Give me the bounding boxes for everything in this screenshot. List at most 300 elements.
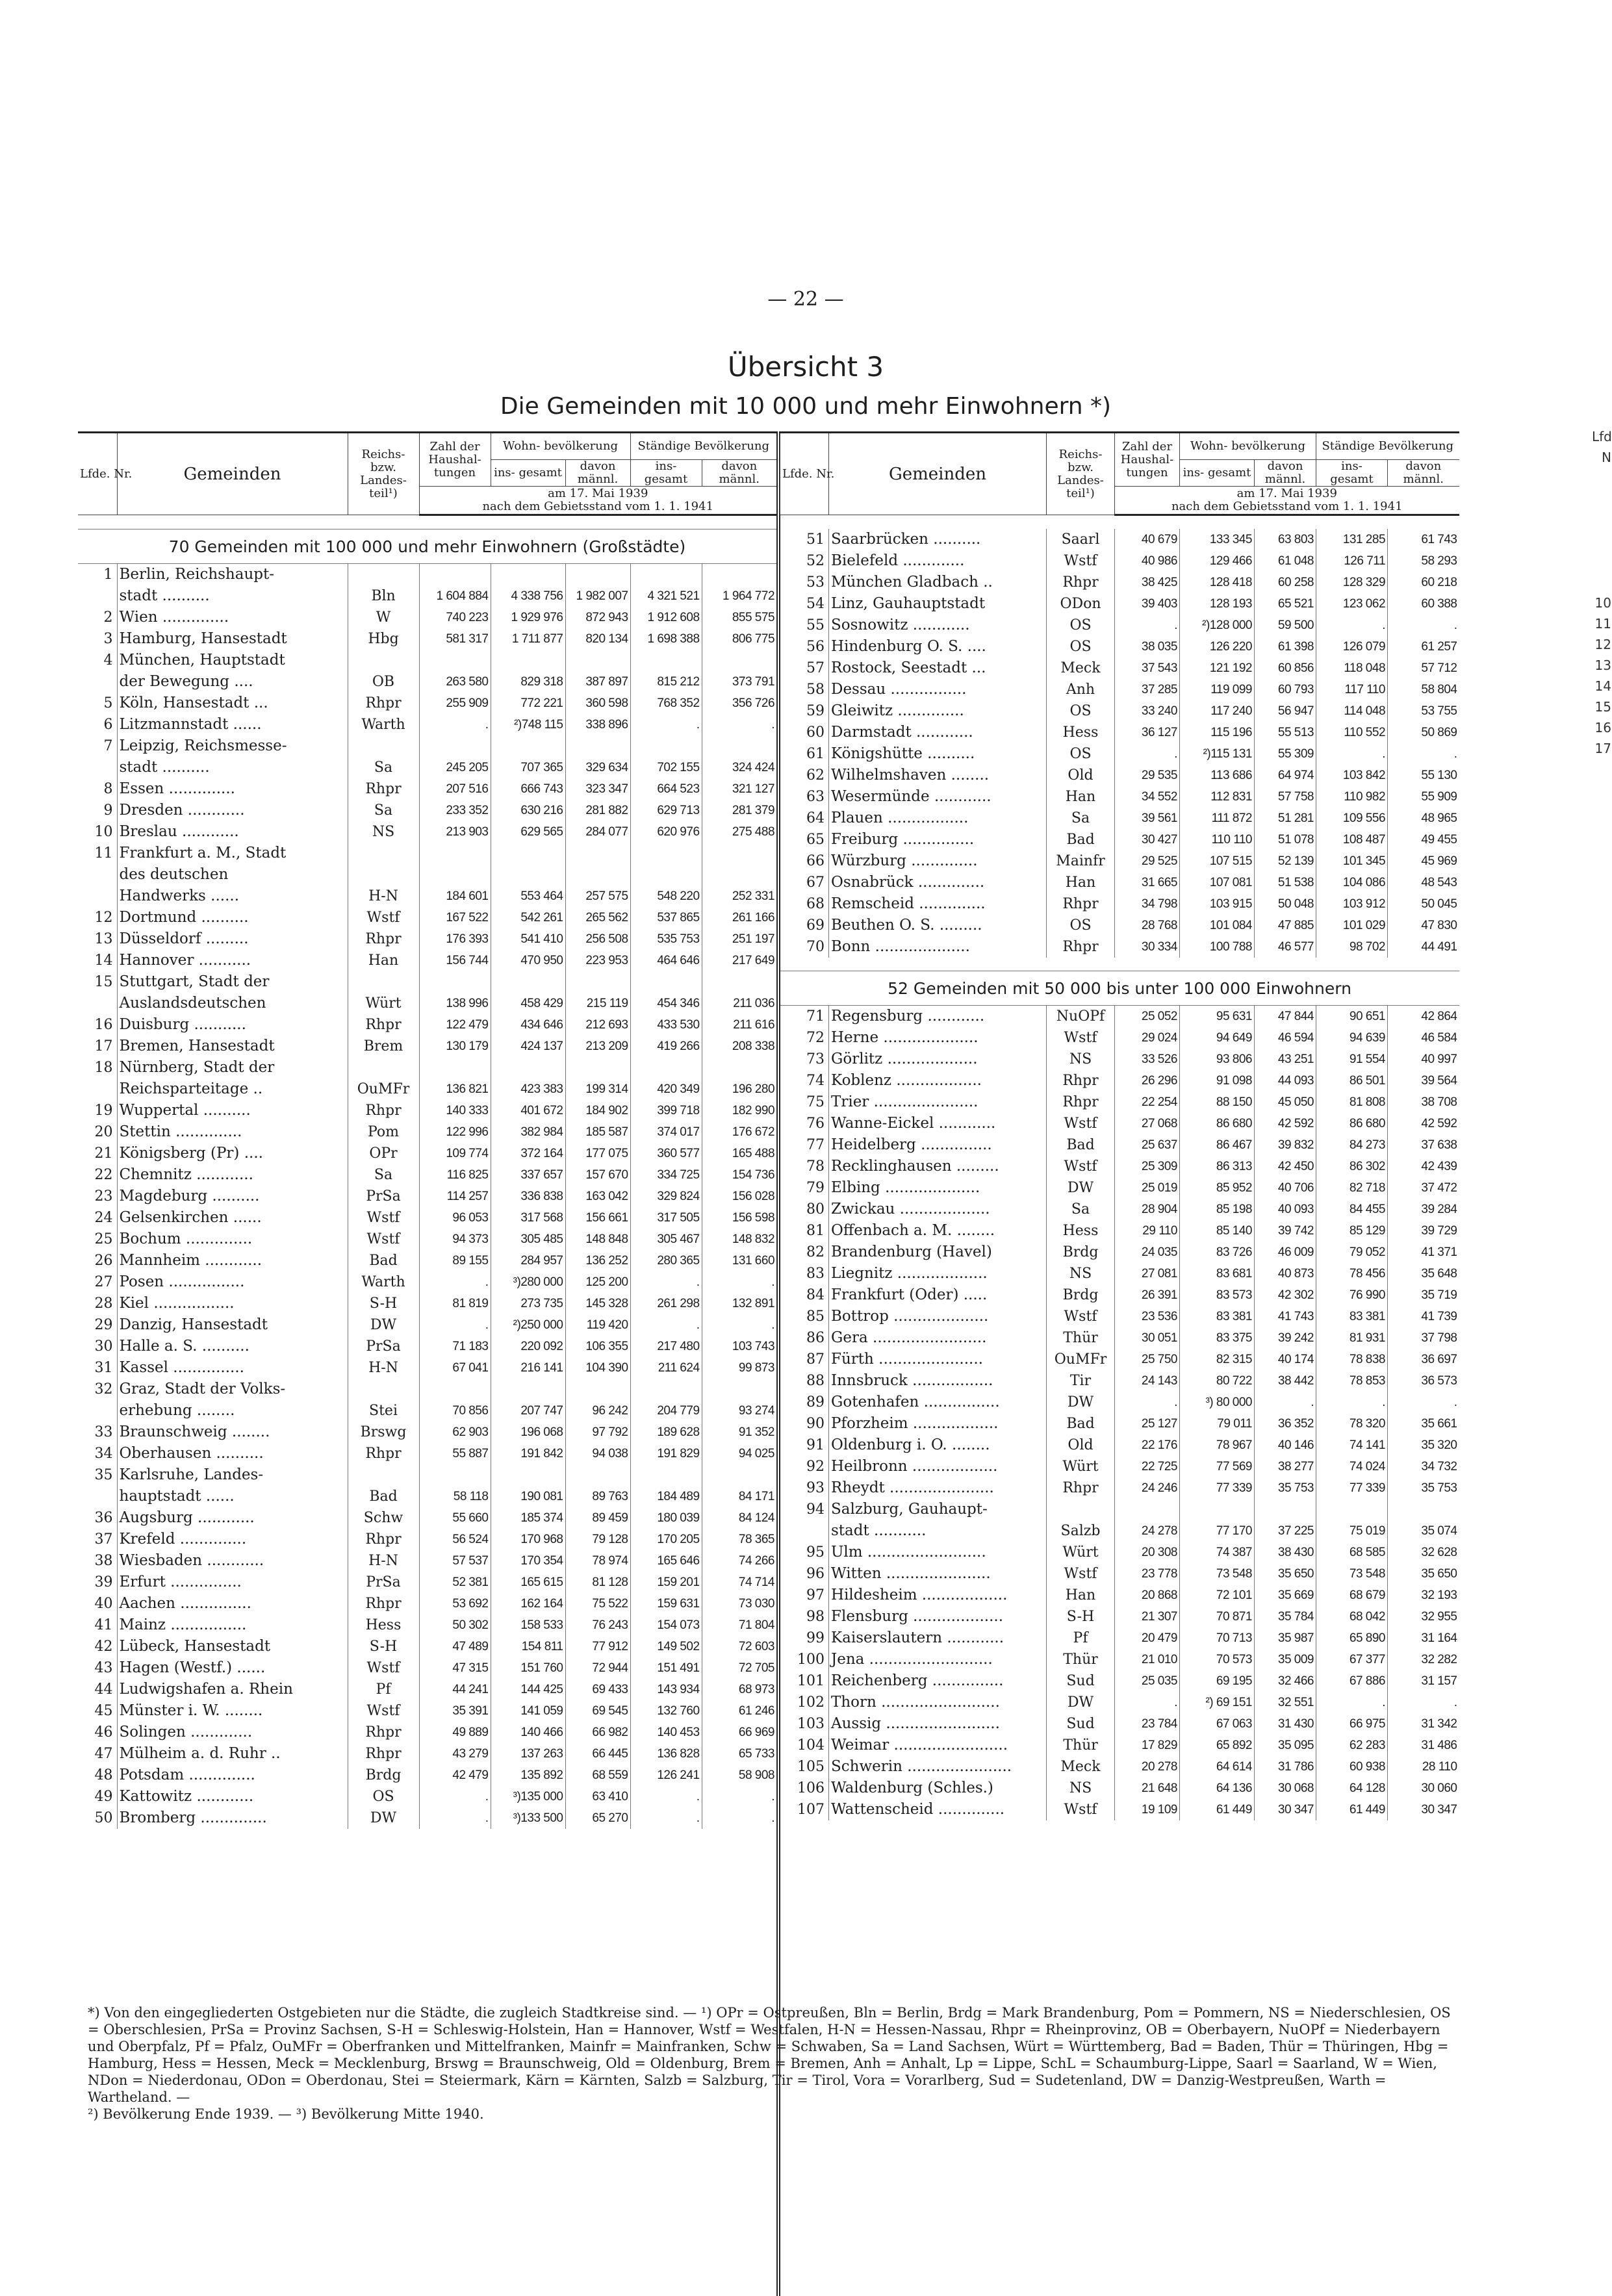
municipality-name: Bonn .................... xyxy=(829,936,1047,958)
header-w-insgesamt: ins- gesamt xyxy=(491,460,565,487)
municipality-name: Magdeburg .......... xyxy=(117,1186,348,1207)
resident-population-total: ²)115 131 xyxy=(1180,743,1255,765)
permanent-population-male: 281 379 xyxy=(702,800,776,821)
resident-population-male: 60 258 xyxy=(1255,572,1316,593)
resident-population-total: 70 871 xyxy=(1180,1606,1255,1627)
permanent-population-total: 189 628 xyxy=(630,1422,702,1443)
region-code: NS xyxy=(1047,1263,1115,1284)
resident-population-total: 64 614 xyxy=(1180,1756,1255,1778)
municipality-name: Reichsparteitage .. xyxy=(117,1078,348,1100)
municipality-name: Wuppertal .......... xyxy=(117,1100,348,1121)
municipality-name: Oldenburg i. O. ........ xyxy=(829,1435,1047,1456)
households: . xyxy=(419,1807,491,1829)
table-row xyxy=(78,800,776,821)
resident-population-male: 75 522 xyxy=(565,1593,630,1614)
row-number: 10 xyxy=(94,824,113,840)
row-number: 88 xyxy=(806,1373,825,1389)
resident-population-male: 35 784 xyxy=(1255,1606,1316,1627)
permanent-population-male: 61 743 xyxy=(1388,529,1459,550)
table-row xyxy=(78,1422,776,1443)
resident-population-total: 80 722 xyxy=(1180,1370,1255,1392)
region-code: Würt xyxy=(348,993,419,1014)
table-row xyxy=(780,1370,1459,1392)
region-code: Wstf xyxy=(1047,1156,1115,1177)
row-number: 96 xyxy=(806,1566,825,1582)
municipality-name: Gleiwitz .............. xyxy=(829,700,1047,722)
region-code: Rhpr xyxy=(348,693,419,714)
households: 25 035 xyxy=(1115,1670,1180,1692)
region-code: H-N xyxy=(348,1550,419,1572)
permanent-population-total: 334 725 xyxy=(630,1164,702,1186)
municipality-name: Mannheim ............ xyxy=(117,1250,348,1271)
permanent-population-male: 65 733 xyxy=(702,1743,776,1765)
municipality-name: Weimar ........................ xyxy=(829,1735,1047,1756)
households: 58 118 xyxy=(419,1486,491,1507)
table-row xyxy=(78,1807,776,1829)
permanent-population-total: 261 298 xyxy=(630,1293,702,1314)
permanent-population-male: 32 282 xyxy=(1388,1649,1459,1670)
resident-population-total xyxy=(1180,1499,1255,1520)
table-row xyxy=(780,615,1459,636)
region-code: Sa xyxy=(348,757,419,778)
resident-population-total: 129 466 xyxy=(1180,550,1255,572)
permanent-population-total: 68 042 xyxy=(1316,1606,1388,1627)
permanent-population-total: 170 205 xyxy=(630,1529,702,1550)
households: 37 285 xyxy=(1115,679,1180,700)
region-code: DW xyxy=(1047,1392,1115,1413)
table-row xyxy=(78,1657,776,1679)
permanent-population-total xyxy=(630,650,702,671)
municipality-name: Reichenberg ............... xyxy=(829,1670,1047,1692)
resident-population-male: 148 848 xyxy=(565,1229,630,1250)
row-number: 23 xyxy=(94,1188,113,1205)
region-code: OS xyxy=(1047,615,1115,636)
resident-population-total: 86 467 xyxy=(1180,1134,1255,1156)
permanent-population-total: 1 698 388 xyxy=(630,628,702,650)
row-number: 98 xyxy=(806,1609,825,1625)
resident-population-total: 107 515 xyxy=(1180,850,1255,872)
resident-population-male xyxy=(565,564,630,586)
group-heading-mittelstaedte: 52 Gemeinden mit 50 000 bis unter 100 000 Einwohnern xyxy=(780,971,1459,1006)
region-code xyxy=(1047,1499,1115,1520)
municipality-name: Braunschweig ........ xyxy=(117,1422,348,1443)
row-number xyxy=(78,1078,117,1100)
resident-population-total: 70 713 xyxy=(1180,1627,1255,1649)
permanent-population-male: 35 753 xyxy=(1388,1477,1459,1499)
resident-population-total: 336 838 xyxy=(491,1186,565,1207)
households: 25 019 xyxy=(1115,1177,1180,1199)
row-number: 63 xyxy=(806,789,825,805)
permanent-population-male: 132 891 xyxy=(702,1293,776,1314)
municipality-name: Oberhausen .......... xyxy=(117,1443,348,1464)
region-code: OS xyxy=(1047,700,1115,722)
resident-population-total: 77 170 xyxy=(1180,1520,1255,1542)
permanent-population-male: 72 705 xyxy=(702,1657,776,1679)
resident-population-male: 38 442 xyxy=(1255,1370,1316,1392)
households: 71 183 xyxy=(419,1336,491,1357)
permanent-population-male xyxy=(1388,1499,1459,1520)
municipality-name: Solingen ............. xyxy=(117,1722,348,1743)
permanent-population-male: 154 736 xyxy=(702,1164,776,1186)
table-row xyxy=(780,743,1459,765)
edge-fragment-text: 14 xyxy=(1594,678,1611,694)
table-row xyxy=(78,714,776,735)
row-number: 62 xyxy=(806,767,825,784)
households: 29 525 xyxy=(1115,850,1180,872)
region-code: Rhpr xyxy=(348,928,419,950)
region-code: Thür xyxy=(1047,1649,1115,1670)
permanent-population-male: 165 488 xyxy=(702,1143,776,1164)
households: 25 052 xyxy=(1115,1006,1180,1028)
row-number: 17 xyxy=(94,1038,113,1054)
table-row xyxy=(780,1435,1459,1456)
municipality-name: Recklinghausen ......... xyxy=(829,1156,1047,1177)
resident-population-total: 85 198 xyxy=(1180,1199,1255,1220)
region-code: Bad xyxy=(1047,1413,1115,1435)
resident-population-male: 68 559 xyxy=(565,1765,630,1786)
municipality-name: der Bewegung .... xyxy=(117,671,348,693)
municipality-name: Offenbach a. M. ........ xyxy=(829,1220,1047,1242)
permanent-population-total: 217 480 xyxy=(630,1336,702,1357)
permanent-population-male: 103 743 xyxy=(702,1336,776,1357)
resident-population-male: 40 706 xyxy=(1255,1177,1316,1199)
permanent-population-male xyxy=(702,650,776,671)
resident-population-total: 372 164 xyxy=(491,1143,565,1164)
row-number: 3 xyxy=(103,631,113,647)
resident-population-male: 145 328 xyxy=(565,1293,630,1314)
edge-fragment-text: 10 xyxy=(1594,595,1611,611)
resident-population-total xyxy=(491,1057,565,1078)
resident-population-total: 470 950 xyxy=(491,950,565,971)
permanent-population-male: 35 661 xyxy=(1388,1413,1459,1435)
resident-population-male: 32 466 xyxy=(1255,1670,1316,1692)
permanent-population-male xyxy=(702,735,776,757)
row-number: 37 xyxy=(94,1531,113,1548)
permanent-population-total: 126 711 xyxy=(1316,550,1388,572)
resident-population-male: 60 793 xyxy=(1255,679,1316,700)
permanent-population-total: 74 141 xyxy=(1316,1435,1388,1456)
households: 57 537 xyxy=(419,1550,491,1572)
municipality-name: Innsbruck ................. xyxy=(829,1370,1047,1392)
table-row xyxy=(78,1229,776,1250)
permanent-population-total: 78 838 xyxy=(1316,1349,1388,1370)
region-code: Rhpr xyxy=(348,1100,419,1121)
municipality-name: Mainz ................ xyxy=(117,1614,348,1636)
resident-population-total: 100 788 xyxy=(1180,936,1255,958)
permanent-population-male: 60 218 xyxy=(1388,572,1459,593)
municipality-name: Aachen ............... xyxy=(117,1593,348,1614)
row-number: 68 xyxy=(806,896,825,912)
permanent-population-total: 535 753 xyxy=(630,928,702,950)
row-number: 89 xyxy=(806,1394,825,1410)
table-row xyxy=(780,722,1459,743)
municipality-name: Wattenscheid .............. xyxy=(829,1799,1047,1820)
households: 40 986 xyxy=(1115,550,1180,572)
municipality-name: Potsdam .............. xyxy=(117,1765,348,1786)
row-number: 72 xyxy=(806,1030,825,1046)
resident-population-male: 163 042 xyxy=(565,1186,630,1207)
municipality-name: des deutschen xyxy=(117,864,348,886)
permanent-population-total: 73 548 xyxy=(1316,1563,1388,1585)
municipality-name: Wesermünde ............ xyxy=(829,786,1047,808)
municipality-name: Hannover ........... xyxy=(117,950,348,971)
region-code: Saarl xyxy=(1047,529,1115,550)
region-code: Brswg xyxy=(348,1422,419,1443)
permanent-population-male: 73 030 xyxy=(702,1593,776,1614)
region-code: Bad xyxy=(1047,829,1115,850)
region-code xyxy=(348,735,419,757)
table-row xyxy=(780,1113,1459,1134)
permanent-population-total: 204 779 xyxy=(630,1400,702,1422)
row-number: 79 xyxy=(806,1180,825,1196)
region-code: Rhpr xyxy=(1047,1070,1115,1091)
page-subtitle: Die Gemeinden mit 10 000 und mehr Einwohnern *) xyxy=(500,393,1112,420)
permanent-population-total xyxy=(630,735,702,757)
permanent-population-total xyxy=(630,843,702,864)
row-number: 107 xyxy=(797,1802,825,1818)
permanent-population-male: 58 804 xyxy=(1388,679,1459,700)
table-row xyxy=(780,1263,1459,1284)
resident-population-male: 184 902 xyxy=(565,1100,630,1121)
resident-population-male xyxy=(565,1464,630,1486)
permanent-population-male: 42 439 xyxy=(1388,1156,1459,1177)
row-number: 90 xyxy=(806,1416,825,1432)
municipality-name: Waldenburg (Schles.) xyxy=(829,1778,1047,1799)
resident-population-total: ²)250 000 xyxy=(491,1314,565,1336)
table-row xyxy=(780,1627,1459,1649)
header-gemeinden-right: Gemeinden xyxy=(829,433,1047,515)
households: 50 302 xyxy=(419,1614,491,1636)
municipality-name: Essen .............. xyxy=(117,778,348,800)
households: 122 479 xyxy=(419,1014,491,1036)
municipality-name: Kaiserslautern ............ xyxy=(829,1627,1047,1649)
table-row xyxy=(78,564,776,586)
households: 20 278 xyxy=(1115,1756,1180,1778)
region-code: Anh xyxy=(1047,679,1115,700)
permanent-population-total: 702 155 xyxy=(630,757,702,778)
households: 22 254 xyxy=(1115,1091,1180,1113)
footnote-population: ²) Bevölkerung Ende 1939. — ³) Bevölkerung Mitte 1940. xyxy=(88,2106,484,2122)
region-code: Thür xyxy=(1047,1327,1115,1349)
permanent-population-male: 28 110 xyxy=(1388,1756,1459,1778)
permanent-population-total: 191 829 xyxy=(630,1443,702,1464)
permanent-population-male: 84 124 xyxy=(702,1507,776,1529)
header-lfd-nr-right: Lfde. Nr. xyxy=(780,433,829,515)
region-code: OPr xyxy=(348,1143,419,1164)
region-code: Rhpr xyxy=(1047,936,1115,958)
permanent-population-total: 815 212 xyxy=(630,671,702,693)
row-number: 57 xyxy=(806,660,825,676)
table-row xyxy=(780,1242,1459,1263)
households: 39 561 xyxy=(1115,808,1180,829)
table-row xyxy=(78,757,776,778)
group-heading-grossstaedte: 70 Gemeinden mit 100 000 und mehr Einwohnern (Großstädte) xyxy=(78,529,776,564)
region-code: Brdg xyxy=(348,1765,419,1786)
region-code xyxy=(348,1057,419,1078)
households: 81 819 xyxy=(419,1293,491,1314)
municipality-name: Jena .......................... xyxy=(829,1649,1047,1670)
resident-population-total: ³) 80 000 xyxy=(1180,1392,1255,1413)
resident-population-total: 83 573 xyxy=(1180,1284,1255,1306)
region-code: Wstf xyxy=(1047,1306,1115,1327)
households: 23 536 xyxy=(1115,1306,1180,1327)
permanent-population-male xyxy=(702,864,776,886)
municipality-name: Heidelberg ............... xyxy=(829,1134,1047,1156)
permanent-population-male: 68 973 xyxy=(702,1679,776,1700)
permanent-population-male: 99 873 xyxy=(702,1357,776,1379)
resident-population-male: 59 500 xyxy=(1255,615,1316,636)
resident-population-male: 63 410 xyxy=(565,1786,630,1807)
municipality-name: Chemnitz ............ xyxy=(117,1164,348,1186)
municipality-name: Beuthen O. S. ......... xyxy=(829,915,1047,936)
row-number: 44 xyxy=(94,1681,113,1698)
resident-population-total xyxy=(491,564,565,586)
table-row xyxy=(78,1636,776,1657)
permanent-population-total: 165 646 xyxy=(630,1550,702,1572)
resident-population-male: 76 243 xyxy=(565,1614,630,1636)
resident-population-male: 65 521 xyxy=(1255,593,1316,615)
resident-population-male: 199 314 xyxy=(565,1078,630,1100)
region-code: Han xyxy=(1047,1585,1115,1606)
permanent-population-total: 433 530 xyxy=(630,1014,702,1036)
municipality-name: Münster i. W. ........ xyxy=(117,1700,348,1722)
resident-population-male: 329 634 xyxy=(565,757,630,778)
resident-population-total: 4 338 756 xyxy=(491,585,565,607)
households: 21 010 xyxy=(1115,1649,1180,1670)
table-row xyxy=(780,1392,1459,1413)
permanent-population-total: 136 828 xyxy=(630,1743,702,1765)
permanent-population-male: 50 869 xyxy=(1388,722,1459,743)
municipality-name: Auslandsdeutschen xyxy=(117,993,348,1014)
municipality-name: Düsseldorf ......... xyxy=(117,928,348,950)
row-number: 25 xyxy=(94,1231,113,1247)
table-row xyxy=(78,1014,776,1036)
region-code: Sud xyxy=(1047,1713,1115,1735)
permanent-population-male: 217 649 xyxy=(702,950,776,971)
resident-population-male: 35 753 xyxy=(1255,1477,1316,1499)
region-code xyxy=(348,864,419,886)
region-code: Wstf xyxy=(348,907,419,928)
table-row xyxy=(780,1756,1459,1778)
table-row xyxy=(78,1400,776,1422)
row-number: 47 xyxy=(94,1746,113,1762)
region-code: DW xyxy=(1047,1692,1115,1713)
resident-population-total: 86 680 xyxy=(1180,1113,1255,1134)
table-row xyxy=(78,1336,776,1357)
municipality-name: hauptstadt ...... xyxy=(117,1486,348,1507)
municipality-name: Heilbronn .................. xyxy=(829,1456,1047,1477)
region-code: Tir xyxy=(1047,1370,1115,1392)
table-row xyxy=(78,1529,776,1550)
resident-population-male: 69 433 xyxy=(565,1679,630,1700)
region-code xyxy=(348,650,419,671)
permanent-population-total: 419 266 xyxy=(630,1036,702,1057)
resident-population-total: 541 410 xyxy=(491,928,565,950)
table-row xyxy=(780,700,1459,722)
region-code: OS xyxy=(1047,636,1115,657)
municipality-name: Linz, Gauhauptstadt xyxy=(829,593,1047,615)
permanent-population-male: 72 603 xyxy=(702,1636,776,1657)
row-number xyxy=(78,886,117,907)
resident-population-total: 113 686 xyxy=(1180,765,1255,786)
table-row xyxy=(78,628,776,650)
municipality-name: Augsburg ............ xyxy=(117,1507,348,1529)
row-number xyxy=(78,757,117,778)
households: 94 373 xyxy=(419,1229,491,1250)
permanent-population-total xyxy=(630,864,702,886)
resident-population-total: 119 099 xyxy=(1180,679,1255,700)
row-number: 14 xyxy=(94,952,113,969)
resident-population-total: 137 263 xyxy=(491,1743,565,1765)
households xyxy=(1115,1499,1180,1520)
households: 34 798 xyxy=(1115,893,1180,915)
municipality-name: Bromberg .............. xyxy=(117,1807,348,1829)
resident-population-male: 41 743 xyxy=(1255,1306,1316,1327)
resident-population-total xyxy=(491,650,565,671)
edge-fragment-text: N xyxy=(1602,450,1611,465)
permanent-population-male: 30 347 xyxy=(1388,1799,1459,1820)
region-code xyxy=(348,564,419,586)
households: 35 391 xyxy=(419,1700,491,1722)
resident-population-total: 185 374 xyxy=(491,1507,565,1529)
resident-population-male: 47 885 xyxy=(1255,915,1316,936)
table-row xyxy=(780,1006,1459,1028)
next-page-edge-fragment xyxy=(1592,429,1611,761)
resident-population-total: 126 220 xyxy=(1180,636,1255,657)
resident-population-total: 207 747 xyxy=(491,1400,565,1422)
row-number: 84 xyxy=(806,1287,825,1303)
permanent-population-male: 40 997 xyxy=(1388,1049,1459,1070)
resident-population-male: 35 009 xyxy=(1255,1649,1316,1670)
permanent-population-total: 65 890 xyxy=(1316,1627,1388,1649)
permanent-population-total: . xyxy=(630,1271,702,1293)
permanent-population-total: 94 639 xyxy=(1316,1027,1388,1049)
resident-population-male: 51 538 xyxy=(1255,872,1316,893)
resident-population-male xyxy=(1255,1499,1316,1520)
table-row xyxy=(78,1786,776,1807)
households: . xyxy=(1115,743,1180,765)
resident-population-total xyxy=(491,1464,565,1486)
resident-population-total: 72 101 xyxy=(1180,1585,1255,1606)
region-code: S-H xyxy=(348,1293,419,1314)
municipality-name: Wien .............. xyxy=(117,607,348,628)
row-number: 46 xyxy=(94,1724,113,1741)
table-row xyxy=(780,1349,1459,1370)
resident-population-total: 170 354 xyxy=(491,1550,565,1572)
permanent-population-total: 126 079 xyxy=(1316,636,1388,657)
households: 30 334 xyxy=(1115,936,1180,958)
resident-population-male: 185 587 xyxy=(565,1121,630,1143)
permanent-population-total: 329 824 xyxy=(630,1186,702,1207)
permanent-population-male: . xyxy=(702,714,776,735)
table-row xyxy=(78,671,776,693)
resident-population-male: 212 693 xyxy=(565,1014,630,1036)
households: 42 479 xyxy=(419,1765,491,1786)
resident-population-male: 338 896 xyxy=(565,714,630,735)
permanent-population-total: 118 048 xyxy=(1316,657,1388,679)
households: 24 035 xyxy=(1115,1242,1180,1263)
resident-population-total: 666 743 xyxy=(491,778,565,800)
permanent-population-male: 806 775 xyxy=(702,628,776,650)
households: 38 035 xyxy=(1115,636,1180,657)
permanent-population-male: 31 486 xyxy=(1388,1735,1459,1756)
permanent-population-male: 36 697 xyxy=(1388,1349,1459,1370)
permanent-population-male: 35 320 xyxy=(1388,1435,1459,1456)
region-code: Bad xyxy=(348,1486,419,1507)
resident-population-male: 281 882 xyxy=(565,800,630,821)
municipality-name: Plauen ................. xyxy=(829,808,1047,829)
row-number xyxy=(78,1486,117,1507)
